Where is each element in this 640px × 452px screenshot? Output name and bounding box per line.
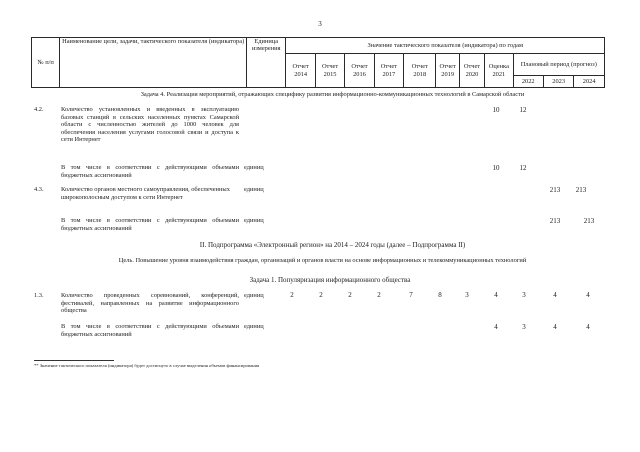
row-unit: единиц — [244, 186, 264, 193]
row-name: В том числе в соответствии с действующими объемами бюджетных ассигнований — [61, 164, 239, 179]
year-col-2019: Отчет 2019 — [436, 54, 459, 88]
row-number: 4.3. — [34, 186, 44, 193]
row-value-2020: 12 — [519, 106, 527, 114]
header-table — [31, 37, 605, 88]
year-col-2017: Отчет 2017 — [374, 54, 403, 88]
subprogram-title: II. Подпрограмма «Электронный регион» на 2014 – 2024 годы (далее – Подпрограмма II) — [199, 241, 466, 249]
row-value-2020: 3 — [465, 291, 469, 299]
row-name: Количество проведенных соревнований, конференций, фестивалей, направленных на развитие информационного общества — [61, 292, 239, 315]
row-value-2024: 4 — [586, 323, 590, 331]
year-col-2015: Отчет 2015 — [315, 54, 344, 88]
plan-period-header: Плановый период (прогноз) — [513, 54, 604, 76]
row-unit: единиц — [244, 164, 264, 171]
row-value-2014: 2 — [290, 291, 294, 299]
footnote-rule — [34, 360, 114, 361]
year-col-2018: Отчет 2018 — [404, 54, 436, 88]
row-unit: единиц — [244, 217, 264, 224]
row-name: В том числе в соответствии с действующими объемами бюджетных ассигнований — [61, 217, 239, 232]
row-value-2023: 4 — [553, 291, 557, 299]
year-col-2014: Отчет 2014 — [286, 54, 315, 88]
row-value-2019: 8 — [438, 291, 442, 299]
page-number: 3 — [318, 20, 322, 28]
row-value-2017: 2 — [377, 291, 381, 299]
row-value-2023: 4 — [553, 323, 557, 331]
plan-year-2022: 2022 — [513, 76, 543, 88]
year-col-2021: Оценка 2021 — [485, 54, 513, 88]
row-value-2024: 213 — [583, 217, 595, 225]
row-value-2022: 3 — [522, 323, 526, 331]
row-value-2019: 10 — [492, 106, 500, 114]
row-value-2022: 3 — [522, 291, 526, 299]
row-value-2020: 12 — [519, 164, 527, 172]
row-unit: единиц — [244, 292, 264, 299]
plan-year-2023: 2023 — [543, 76, 573, 88]
row-value-2018: 7 — [409, 291, 413, 299]
row-value-2021: 4 — [494, 323, 498, 331]
task1-title: Задача 1. Популяризация информационного общества — [249, 276, 411, 284]
row-number: 1.3. — [34, 292, 44, 299]
col-name-header: Наименование цели, задачи, тактического показателя (индикатора) — [60, 38, 247, 88]
row-name: Количество установленных и введенных в эксплуатацию базовых станций в сельских населенных пунктах Самарской области с численностью жителей до 1000 человек для обеспечения населения услугами голосовой связи и доступа к сети Интернет — [61, 106, 239, 144]
row-value-2024: 4 — [586, 291, 590, 299]
goal-title: Цель. Повышение уровня взаимодействия граждан, организаций и органов власти на основе информационных и телекоммуникационных технологий — [118, 257, 527, 264]
year-col-2020: Отчет 2020 — [459, 54, 484, 88]
year-col-2016: Отчет 2016 — [345, 54, 374, 88]
row-value-2015: 2 — [319, 291, 323, 299]
row-value-2023: 213 — [549, 186, 561, 194]
col-values-header: Значение тактического показателя (индикатора) по годам — [286, 38, 605, 54]
row-value-2016: 2 — [348, 291, 352, 299]
row-value-2023: 213 — [549, 217, 561, 225]
row-number: 4.2. — [34, 106, 44, 113]
col-num-header: № п/п — [32, 38, 60, 88]
row-name: Количество органов местного самоуправления, обеспеченных широкополосным доступом к сети Интернет — [61, 186, 230, 201]
task4-title: Задача 4. Реализация мероприятий, отражающих специфику развития информационно-коммуникационных технологий в Самарской области — [140, 91, 525, 98]
row-value-2024: 213 — [575, 186, 587, 194]
row-value-2021: 4 — [494, 291, 498, 299]
row-name: В том числе в соответствии с действующими объемами бюджетных ассигнований — [61, 323, 239, 338]
plan-year-2024: 2024 — [574, 76, 605, 88]
row-unit: единиц — [244, 323, 264, 330]
col-unit-header: Единица измерения — [246, 38, 286, 88]
footnote: ** Значение тактического показателя (индикатора) будет достигнуто в случае выделения объемов финансирования — [34, 363, 260, 368]
row-value-2019: 10 — [492, 164, 500, 172]
